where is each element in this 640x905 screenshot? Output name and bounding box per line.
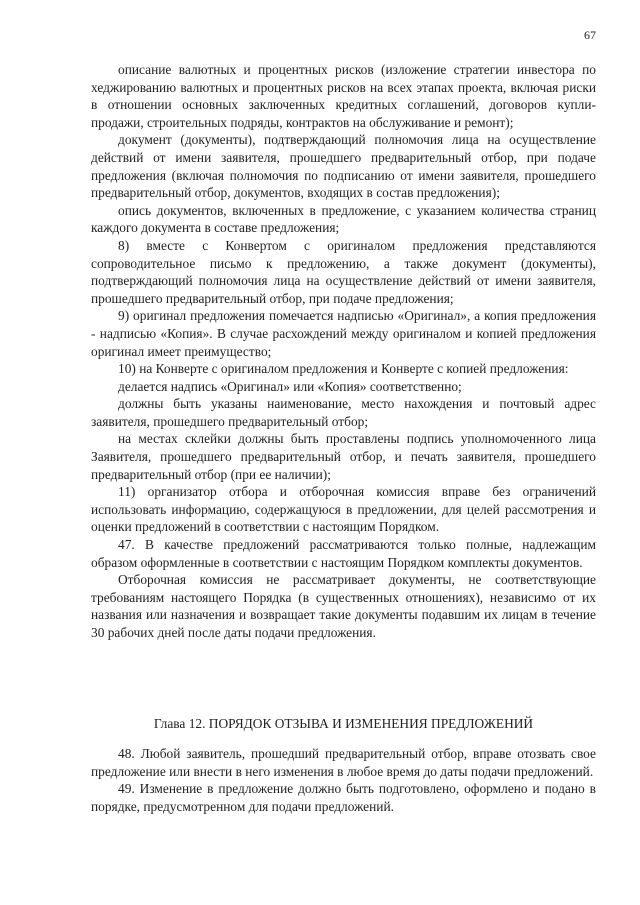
paragraph-clause-47: 47. В качестве предложений рассматриваются только полные, надлежащим образом оформленные в соответствии с настоящим Порядком комплекты документов. (91, 537, 596, 570)
paragraph-currency-risks: описание валютных и процентных рисков (изложение стратегии инвестора по хеджированию валютных и процентных рисков на всех этапах проекта, включая риски в отношении основных заключенных кредитных соглашений, договоров купли-продажи, строительных подряды, контрактов на обслуживание и ремонт); (91, 62, 596, 130)
paragraph-document-inventory: опись документов, включенных в предложение, с указанием количества страниц каждого документа в составе предложения; (91, 202, 596, 236)
paragraph-authority-document: документ (документы), подтверждающий полномочия лица на осуществление действий от имени заявителя, прошедшего предварительный отбор, при подаче предложения (включая полномочия по подписанию от имени заявителя, прошедшего предварительный отбор, документов, входящих в состав предложения); (91, 132, 596, 201)
paragraph-item-9: 9) оригинал предложения помечается надписью «Оригинал», а копия предложения - надписью «Копия». В случае расхождений между оригиналом и копией предложения оригинал имеет преимущество; (91, 308, 596, 359)
paragraph-clause-49: 49. Изменение в предложение должно быть подготовлено, оформлено и подано в порядке, предусмотренном для подачи предложений. (91, 781, 596, 814)
paragraph-item-8: 8) вместе с Конвертом с оригиналом предложения представляются сопроводительное письмо к предложению, а также документ (документы), подтверждающий полномочия лица на осуществление действий от имени заявителя, прошедшего предварительный отбор, при подаче предложения; (91, 237, 596, 306)
chapter-heading: Глава 12. ПОРЯДОК ОТЗЫВА И ИЗМЕНЕНИЯ ПРЕДЛОЖЕНИЙ (153, 716, 534, 731)
paragraph-label-inscription: делается надпись «Оригинал» или «Копия» соответственно; (118, 378, 462, 394)
page-number: 67 (584, 28, 596, 42)
paragraph-item-10: 10) на Конверте с оригиналом предложения и Конверте с копией предложения: (118, 361, 569, 377)
paragraph-name-address: должны быть указаны наименование, место нахождения и почтовый адрес заявителя, прошедшего предварительный отбор; (91, 396, 596, 429)
body-text-top (91, 61, 596, 642)
body-text-bottom (91, 745, 596, 815)
paragraph-item-11: 11) организатор отбора и отборочная комиссия вправе без ограничений использовать информацию, содержащуюся в предложении, для целей рассмотрения и оценки предложений в соответствии с настоящим Порядком. (91, 484, 596, 535)
paragraph-commission-rejection: Отборочная комиссия не рассматривает документы, не соответствующие требованиям настоящего Порядка (в существенных отношениях), независимо от их названия или назначения и возвращает такие документы подавшим их лицам в течение 30 рабочих дней после даты подачи предложения. (91, 572, 596, 640)
paragraph-seal-signature: на местах склейки должны быть проставлены подпись уполномоченного лица Заявителя, прошедшего предварительный отбор, и печать заявителя, прошедшего предварительный отбор (при ее наличии); (91, 431, 596, 482)
paragraph-clause-48: 48. Любой заявитель, прошедший предварительный отбор, вправе отозвать свое предложение или внести в него изменения в любое время до даты подачи предложений. (91, 746, 596, 779)
